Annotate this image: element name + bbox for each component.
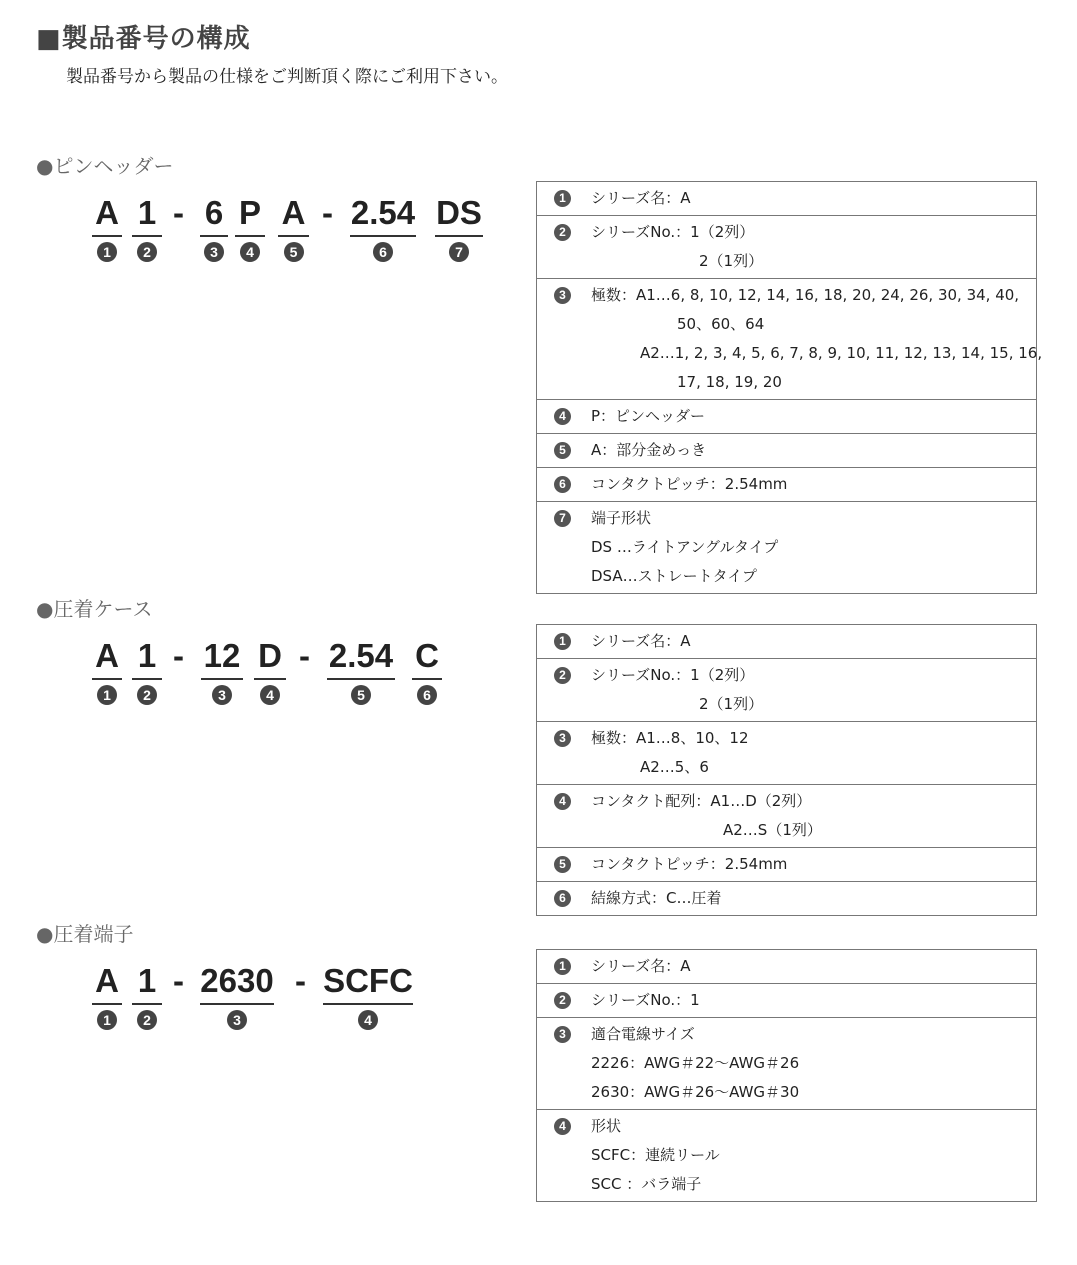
section-title-pin-header: ●ピンヘッダー: [36, 154, 174, 178]
pn-dash: -: [299, 637, 310, 674]
page-title: ■製品番号の構成: [36, 24, 251, 54]
spec-row: 4 形状 SCFC：連続リール SCC ：バラ端子: [537, 1109, 1036, 1201]
pn-segment: A 1: [92, 193, 122, 233]
spec-row: 3 極数：A1…8、10、12 A2…5、6: [537, 721, 1036, 784]
spec-table-crimp-case: [536, 624, 1037, 916]
pn-dash: -: [295, 962, 306, 999]
pn-dash: -: [173, 962, 184, 999]
circled-number-icon: 4: [240, 242, 260, 262]
circled-number-icon: 1: [97, 1010, 117, 1030]
spec-row: 4 コンタクト配列：A1…D（2列） A2…S（1列）: [537, 784, 1036, 847]
spec-row: 6 結線方式：C…圧着: [537, 881, 1036, 915]
circled-number-icon: 5: [554, 856, 571, 873]
spec-row: 7 端子形状 DS …ライトアングルタイプ DSA…ストレートタイプ: [537, 501, 1036, 593]
spec-row: 1 シリーズ名：A: [537, 625, 1036, 658]
circled-number-icon: 3: [212, 685, 232, 705]
circled-number-icon: 4: [554, 793, 571, 810]
circled-number-icon: 2: [554, 667, 571, 684]
circled-number-icon: 6: [554, 476, 571, 493]
pn-dash: -: [173, 637, 184, 674]
spec-row: 2 シリーズNo.：1: [537, 983, 1036, 1017]
pn-segment: 2.54 6: [350, 194, 416, 260]
circled-number-icon: 6: [554, 890, 571, 907]
circled-number-icon: 2: [554, 224, 571, 241]
circled-number-icon: 2: [137, 685, 157, 705]
spec-table-crimp-terminal: [536, 949, 1037, 1202]
circled-number-icon: 4: [260, 685, 280, 705]
circled-number-icon: 1: [97, 685, 117, 705]
spec-row: 2 シリーズNo.：1（2列） 2（1列）: [537, 658, 1036, 721]
part-number-crimp-terminal: [92, 961, 422, 1031]
pn-segment: SCFC 4: [323, 962, 413, 1028]
pn-segment: A 1: [92, 961, 122, 1001]
circled-number-icon: 2: [137, 242, 157, 262]
circled-number-icon: 1: [97, 242, 117, 262]
pn-segment: 1 2: [132, 961, 162, 1001]
spec-row: 1 シリーズ名：A: [537, 182, 1036, 215]
pn-segment: 1 2: [132, 193, 162, 233]
spec-row: 2 シリーズNo.：1（2列） 2（1列）: [537, 215, 1036, 278]
pn-segment: 2630 3: [200, 962, 274, 1028]
section-title-crimp-terminal: ●圧着端子: [36, 922, 134, 946]
pn-segment: C 6: [412, 636, 442, 676]
section-title-crimp-case: ●圧着ケース: [36, 597, 153, 621]
circled-number-icon: 5: [554, 442, 571, 459]
circled-number-icon: 2: [554, 992, 571, 1009]
circled-number-icon: 5: [351, 685, 371, 705]
spec-row: 5 コンタクトピッチ：2.54mm: [537, 847, 1036, 881]
circled-number-icon: 3: [204, 242, 224, 262]
spec-row: 3 極数：A1…6, 8, 10, 12, 14, 16, 18, 20, 24, 26, 30, 34, 40, 50、60、64 A2…1, 2, 3, 4, 5, 6, 7, 8, 9, 10, 11, 12, 13, 14, 15, 16, 17, 18, 19, 20: [537, 278, 1036, 399]
pn-segment: A 1: [92, 636, 122, 676]
circled-number-icon: 1: [554, 190, 571, 207]
part-number-pin-header: [92, 193, 492, 263]
spec-row: 4 P：ピンヘッダー: [537, 399, 1036, 433]
circled-number-icon: 4: [554, 1118, 571, 1135]
circled-number-icon: 3: [227, 1010, 247, 1030]
circled-number-icon: 3: [554, 1026, 571, 1043]
circled-number-icon: 6: [417, 685, 437, 705]
pn-segment: 1 2: [132, 636, 162, 676]
pn-segment: DS 7: [436, 194, 482, 260]
pn-segment: P 4: [235, 193, 265, 233]
spec-row: 5 A：部分金めっき: [537, 433, 1036, 467]
pn-dash: -: [173, 194, 184, 231]
circled-number-icon: 6: [373, 242, 393, 262]
circled-number-icon: 4: [358, 1010, 378, 1030]
spec-row: 6 コンタクトピッチ：2.54mm: [537, 467, 1036, 501]
circled-number-icon: 1: [554, 633, 571, 650]
circled-number-icon: 5: [284, 242, 304, 262]
pn-dash: -: [322, 194, 333, 231]
circled-number-icon: 4: [554, 408, 571, 425]
pn-segment: 2.54 5: [328, 637, 394, 703]
spec-row: 3 適合電線サイズ 2226：AWG＃22～AWG＃26 2630：AWG＃26～AWG＃30: [537, 1017, 1036, 1109]
circled-number-icon: 7: [554, 510, 571, 527]
pn-segment: 12 3: [201, 636, 243, 676]
pn-segment: 6 3: [200, 193, 228, 233]
spec-row: 1 シリーズ名：A: [537, 950, 1036, 983]
pn-segment: D 4: [254, 636, 286, 676]
circled-number-icon: 2: [137, 1010, 157, 1030]
part-number-crimp-case: [92, 636, 452, 706]
pn-segment: A 5: [278, 193, 309, 233]
circled-number-icon: 7: [449, 242, 469, 262]
circled-number-icon: 3: [554, 730, 571, 747]
page-subtitle: 製品番号から製品の仕様をご判断頂く際にご利用下さい。: [66, 67, 508, 87]
circled-number-icon: 1: [554, 958, 571, 975]
spec-table-pin-header: [536, 181, 1043, 594]
circled-number-icon: 3: [554, 287, 571, 304]
